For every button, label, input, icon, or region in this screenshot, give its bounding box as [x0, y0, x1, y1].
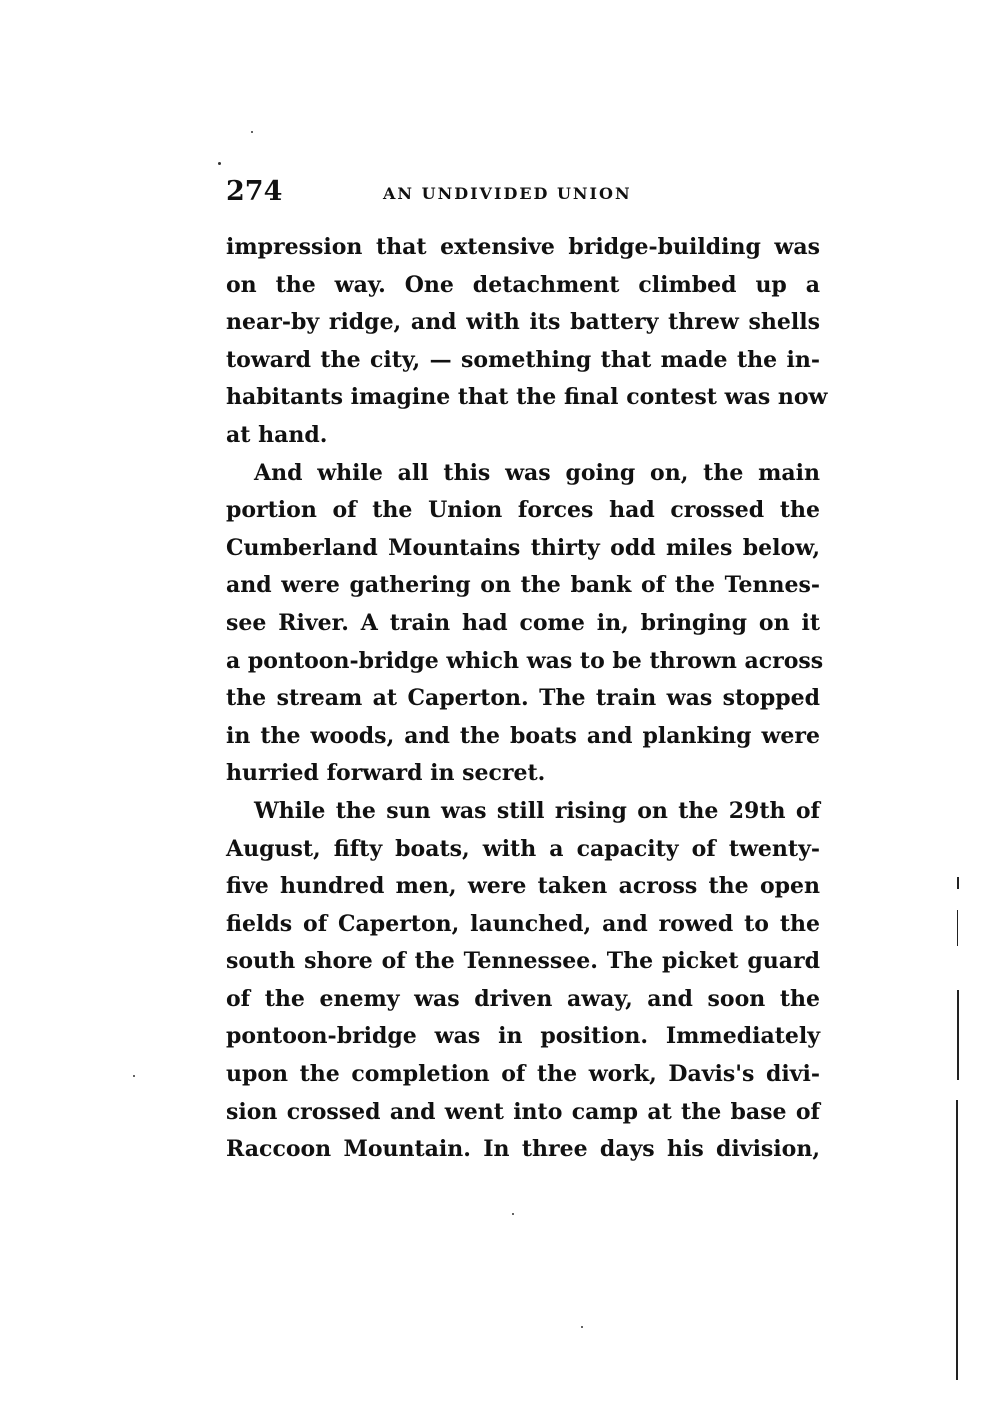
scan-speck — [218, 162, 221, 165]
text-line: August, fifty boats, with a capacity of twenty- — [226, 835, 820, 862]
running-title: AN UNDIVIDED UNION — [383, 184, 632, 203]
text-line: Raccoon Mountain. In three days his division, — [226, 1136, 820, 1163]
text-line: Cumberland Mountains thirty odd miles below, — [226, 534, 820, 561]
text-line: habitants imagine that the final contest was now — [226, 384, 828, 411]
paragraph-1 — [226, 229, 828, 455]
scan-edge-mark — [957, 990, 959, 1080]
text-line: five hundred men, were taken across the open — [226, 873, 820, 900]
paragraph-2 — [226, 455, 824, 793]
text-line: And while all this was going on, the main — [254, 459, 820, 486]
scan-edge-mark — [956, 1100, 958, 1380]
scan-edge-mark — [957, 877, 959, 889]
text-line: on the way. One detachment climbed up a — [226, 271, 820, 298]
text-line: sion crossed and went into camp at the base of — [226, 1098, 820, 1125]
text-line: in the woods, and the boats and planking were — [226, 722, 820, 749]
text-line: hurried forward in secret. — [226, 760, 546, 787]
text-line: portion of the Union forces had crossed the — [226, 497, 820, 524]
text-line: south shore of the Tennessee. The picket guard — [226, 948, 820, 975]
scan-speck — [512, 1213, 514, 1215]
text-line: of the enemy was driven away, and soon the — [226, 985, 820, 1012]
text-line: at hand. — [226, 421, 328, 448]
scan-speck — [133, 1075, 135, 1077]
text-line: toward the city, — something that made the in- — [226, 346, 820, 373]
text-line: a pontoon-bridge which was to be thrown across — [226, 647, 824, 674]
text-line: and were gathering on the bank of the Tennes- — [226, 572, 820, 599]
text-line: impression that extensive bridge-building was — [226, 234, 820, 260]
scan-edge-mark — [957, 910, 958, 946]
text-line: fields of Caperton, launched, and rowed to the — [226, 910, 820, 937]
running-head — [226, 176, 826, 216]
text-line: upon the completion of the work, Davis's divi- — [226, 1061, 820, 1088]
text-line: near-by ridge, and with its battery threw shells — [226, 309, 820, 336]
paragraph-3 — [226, 793, 820, 1169]
text-line: While the sun was still rising on the 29th of — [254, 797, 820, 824]
text-line: pontoon-bridge was in position. Immediately — [226, 1023, 820, 1050]
text-line: see River. A train had come in, bringing on it — [226, 609, 820, 636]
scan-speck — [251, 131, 253, 133]
scan-speck — [581, 1326, 583, 1328]
page-number: 274 — [226, 176, 283, 207]
body-text — [226, 229, 828, 1169]
text-line: the stream at Caperton. The train was stopped — [226, 685, 820, 712]
